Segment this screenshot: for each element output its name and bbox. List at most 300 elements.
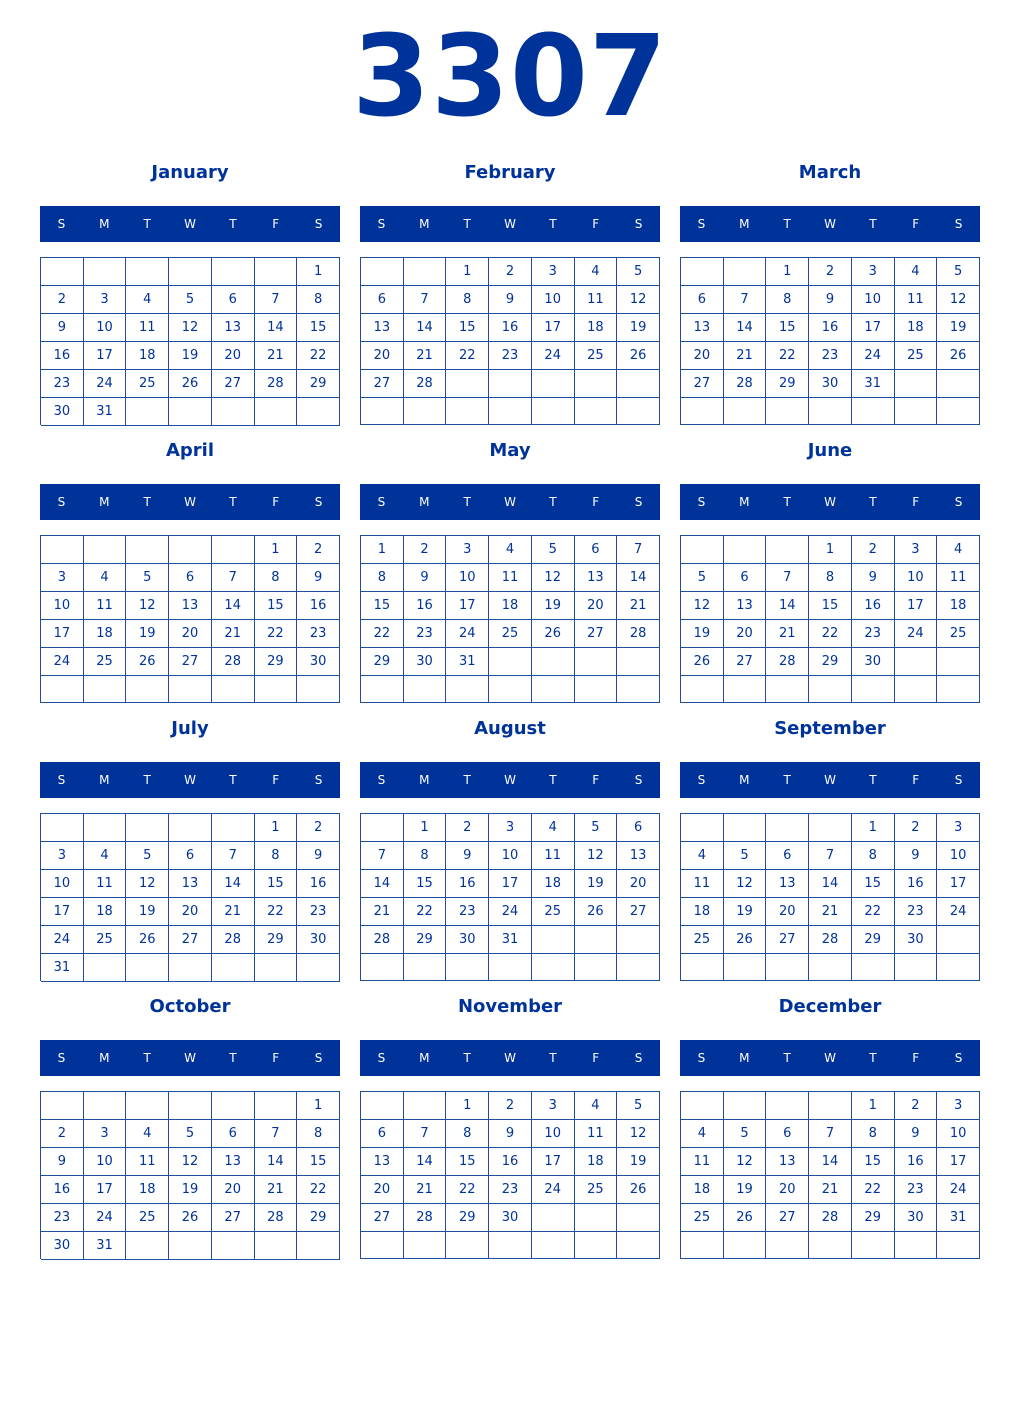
day-cell: 23	[895, 898, 938, 926]
empty-day-cell	[681, 954, 724, 981]
empty-day-cell	[255, 1092, 298, 1120]
day-cell: 25	[895, 342, 938, 370]
day-cell: 4	[575, 258, 618, 286]
day-cell: 14	[404, 314, 447, 342]
day-cell: 15	[446, 314, 489, 342]
weekday-header	[680, 206, 980, 242]
weekday-label: F	[272, 773, 280, 787]
day-cell: 27	[212, 1204, 255, 1232]
empty-day-cell	[766, 1232, 809, 1259]
empty-day-cell	[532, 1204, 575, 1232]
empty-day-cell	[212, 398, 255, 426]
day-cell: 9	[404, 564, 447, 592]
weekday-label: S	[377, 217, 386, 231]
weekday-label: T	[143, 773, 151, 787]
day-cell: 23	[895, 1176, 938, 1204]
day-cell: 17	[41, 898, 84, 926]
day-cell: 21	[255, 342, 298, 370]
empty-day-cell	[212, 536, 255, 564]
weekday-label: S	[57, 773, 66, 787]
empty-day-cell	[852, 676, 895, 703]
day-cell: 14	[212, 592, 255, 620]
day-cell: 24	[489, 898, 532, 926]
day-cell: 19	[724, 898, 767, 926]
weekday-label: T	[229, 773, 237, 787]
month-name: July	[171, 718, 209, 739]
empty-day-cell	[575, 676, 618, 703]
day-cell: 27	[169, 926, 212, 954]
day-cell: 2	[489, 1092, 532, 1120]
empty-day-cell	[895, 676, 938, 703]
day-cell: 26	[126, 926, 169, 954]
day-cell: 28	[361, 926, 404, 954]
weekday-label: W	[184, 773, 196, 787]
day-cell: 26	[937, 342, 980, 370]
day-cell: 19	[617, 1148, 660, 1176]
empty-day-cell	[489, 676, 532, 703]
day-cell: 6	[617, 814, 660, 842]
day-cell: 24	[41, 926, 84, 954]
day-cell: 11	[84, 592, 127, 620]
empty-day-cell	[532, 676, 575, 703]
empty-day-cell	[169, 398, 212, 426]
day-cell: 20	[212, 342, 255, 370]
day-cell: 2	[404, 536, 447, 564]
weekday-label: F	[592, 1051, 600, 1065]
day-cell: 20	[617, 870, 660, 898]
day-cell: 16	[895, 870, 938, 898]
day-cell: 18	[84, 620, 127, 648]
day-cell: 3	[532, 258, 575, 286]
day-cell: 15	[297, 314, 340, 342]
day-cell: 29	[297, 1204, 340, 1232]
day-cell: 20	[681, 342, 724, 370]
day-cell: 12	[681, 592, 724, 620]
empty-day-cell	[724, 258, 767, 286]
day-cell: 9	[895, 1120, 938, 1148]
empty-day-cell	[212, 954, 255, 982]
day-cell: 2	[41, 1120, 84, 1148]
weekday-label: S	[314, 1051, 323, 1065]
day-cell: 6	[766, 1120, 809, 1148]
empty-day-cell	[255, 258, 298, 286]
month-name: March	[798, 162, 862, 183]
day-grid	[360, 257, 660, 425]
weekday-label: T	[869, 495, 877, 509]
weekday-label: S	[377, 495, 386, 509]
empty-day-cell	[575, 926, 618, 954]
weekday-label: M	[739, 773, 750, 787]
empty-day-cell	[41, 676, 84, 703]
day-cell: 5	[169, 1120, 212, 1148]
weekday-label: T	[143, 1051, 151, 1065]
weekday-label: T	[783, 773, 791, 787]
day-grid	[360, 1091, 660, 1259]
day-cell: 4	[126, 286, 169, 314]
empty-day-cell	[84, 676, 127, 703]
day-cell: 20	[766, 1176, 809, 1204]
empty-day-cell	[169, 258, 212, 286]
day-cell: 25	[575, 342, 618, 370]
day-cell: 27	[361, 1204, 404, 1232]
day-cell: 16	[489, 314, 532, 342]
day-cell: 14	[361, 870, 404, 898]
day-cell: 4	[895, 258, 938, 286]
day-cell: 19	[575, 870, 618, 898]
empty-day-cell	[169, 954, 212, 982]
weekday-label: T	[549, 773, 557, 787]
weekday-label: S	[314, 495, 323, 509]
empty-day-cell	[532, 370, 575, 398]
weekday-header	[680, 762, 980, 798]
day-cell: 8	[852, 1120, 895, 1148]
day-grid	[680, 535, 980, 703]
empty-day-cell	[937, 398, 980, 425]
empty-day-cell	[575, 1204, 618, 1232]
day-cell: 11	[126, 1148, 169, 1176]
day-cell: 12	[532, 564, 575, 592]
empty-day-cell	[255, 398, 298, 426]
day-cell: 4	[575, 1092, 618, 1120]
weekday-label: F	[912, 217, 920, 231]
day-cell: 24	[937, 1176, 980, 1204]
empty-day-cell	[361, 676, 404, 703]
empty-day-cell	[212, 676, 255, 703]
weekday-label: T	[783, 1051, 791, 1065]
day-cell: 1	[852, 814, 895, 842]
day-cell: 1	[361, 536, 404, 564]
day-cell: 10	[41, 870, 84, 898]
day-cell: 23	[446, 898, 489, 926]
weekday-label: M	[419, 1051, 430, 1065]
day-cell: 24	[41, 648, 84, 676]
day-cell: 17	[41, 620, 84, 648]
day-cell: 29	[766, 370, 809, 398]
day-cell: 6	[212, 1120, 255, 1148]
weekday-label: T	[229, 495, 237, 509]
weekday-label: W	[824, 495, 836, 509]
day-cell: 31	[937, 1204, 980, 1232]
day-cell: 8	[297, 286, 340, 314]
day-cell: 9	[41, 1148, 84, 1176]
day-cell: 26	[575, 898, 618, 926]
day-cell: 23	[41, 370, 84, 398]
day-cell: 6	[575, 536, 618, 564]
weekday-label: S	[697, 773, 706, 787]
day-cell: 5	[575, 814, 618, 842]
month-name: November	[457, 996, 563, 1017]
empty-day-cell	[126, 1092, 169, 1120]
empty-day-cell	[895, 398, 938, 425]
day-cell: 2	[41, 286, 84, 314]
day-cell: 12	[724, 870, 767, 898]
day-cell: 15	[446, 1148, 489, 1176]
weekday-label: T	[463, 217, 471, 231]
weekday-label: S	[634, 773, 643, 787]
empty-day-cell	[41, 814, 84, 842]
day-cell: 10	[532, 1120, 575, 1148]
day-cell: 8	[404, 842, 447, 870]
day-cell: 10	[41, 592, 84, 620]
empty-day-cell	[809, 1092, 852, 1120]
month-name: May	[489, 440, 531, 461]
weekday-label: S	[954, 217, 963, 231]
day-cell: 2	[895, 1092, 938, 1120]
day-cell: 5	[681, 564, 724, 592]
empty-day-cell	[766, 536, 809, 564]
day-cell: 23	[489, 342, 532, 370]
day-cell: 7	[809, 1120, 852, 1148]
day-cell: 23	[297, 620, 340, 648]
day-cell: 24	[852, 342, 895, 370]
weekday-label: M	[739, 495, 750, 509]
day-cell: 12	[724, 1148, 767, 1176]
day-cell: 7	[404, 286, 447, 314]
empty-day-cell	[937, 648, 980, 676]
day-cell: 25	[532, 898, 575, 926]
weekday-label: T	[783, 495, 791, 509]
day-cell: 19	[681, 620, 724, 648]
empty-day-cell	[681, 814, 724, 842]
day-cell: 30	[297, 648, 340, 676]
empty-day-cell	[446, 676, 489, 703]
day-cell: 5	[724, 1120, 767, 1148]
day-cell: 17	[895, 592, 938, 620]
empty-day-cell	[126, 398, 169, 426]
day-cell: 2	[446, 814, 489, 842]
day-cell: 17	[937, 1148, 980, 1176]
day-cell: 9	[297, 842, 340, 870]
day-cell: 12	[169, 1148, 212, 1176]
day-cell: 17	[937, 870, 980, 898]
day-cell: 11	[895, 286, 938, 314]
empty-day-cell	[575, 954, 618, 981]
day-cell: 6	[169, 564, 212, 592]
empty-day-cell	[724, 398, 767, 425]
weekday-label: F	[912, 773, 920, 787]
day-cell: 7	[724, 286, 767, 314]
day-cell: 21	[361, 898, 404, 926]
day-cell: 29	[297, 370, 340, 398]
day-cell: 2	[895, 814, 938, 842]
empty-day-cell	[532, 398, 575, 425]
day-cell: 4	[681, 1120, 724, 1148]
day-cell: 19	[126, 898, 169, 926]
weekday-label: S	[57, 217, 66, 231]
day-cell: 29	[404, 926, 447, 954]
day-cell: 30	[404, 648, 447, 676]
weekday-label: M	[99, 773, 110, 787]
weekday-label: W	[184, 1051, 196, 1065]
day-cell: 25	[84, 926, 127, 954]
day-cell: 15	[766, 314, 809, 342]
empty-day-cell	[446, 398, 489, 425]
day-cell: 18	[575, 1148, 618, 1176]
day-cell: 19	[937, 314, 980, 342]
weekday-label: F	[272, 217, 280, 231]
day-cell: 24	[84, 1204, 127, 1232]
month-name: December	[778, 996, 882, 1017]
day-cell: 5	[724, 842, 767, 870]
day-cell: 19	[126, 620, 169, 648]
day-cell: 28	[404, 370, 447, 398]
day-cell: 28	[809, 926, 852, 954]
day-cell: 30	[41, 1232, 84, 1260]
empty-day-cell	[766, 398, 809, 425]
day-cell: 14	[617, 564, 660, 592]
weekday-label: S	[634, 217, 643, 231]
day-cell: 1	[404, 814, 447, 842]
weekday-label: M	[99, 1051, 110, 1065]
day-cell: 22	[852, 898, 895, 926]
day-cell: 20	[575, 592, 618, 620]
day-cell: 11	[126, 314, 169, 342]
day-cell: 14	[809, 1148, 852, 1176]
day-cell: 27	[724, 648, 767, 676]
month-name: June	[807, 440, 853, 461]
empty-day-cell	[361, 814, 404, 842]
day-cell: 24	[84, 370, 127, 398]
day-grid	[40, 257, 340, 425]
day-cell: 12	[169, 314, 212, 342]
day-cell: 5	[532, 536, 575, 564]
weekday-label: F	[272, 1051, 280, 1065]
weekday-label: S	[57, 495, 66, 509]
day-cell: 17	[84, 342, 127, 370]
weekday-label: T	[229, 217, 237, 231]
empty-day-cell	[895, 648, 938, 676]
day-cell: 22	[446, 342, 489, 370]
day-cell: 2	[297, 536, 340, 564]
day-cell: 27	[681, 370, 724, 398]
day-cell: 18	[532, 870, 575, 898]
month-name: January	[151, 162, 229, 183]
day-cell: 26	[681, 648, 724, 676]
empty-day-cell	[532, 926, 575, 954]
day-cell: 7	[617, 536, 660, 564]
day-cell: 11	[681, 1148, 724, 1176]
day-cell: 17	[84, 1176, 127, 1204]
day-cell: 4	[84, 564, 127, 592]
day-cell: 18	[937, 592, 980, 620]
empty-day-cell	[297, 398, 340, 426]
day-cell: 4	[937, 536, 980, 564]
day-cell: 3	[489, 814, 532, 842]
day-cell: 30	[489, 1204, 532, 1232]
day-cell: 22	[809, 620, 852, 648]
weekday-label: M	[99, 495, 110, 509]
day-cell: 28	[212, 926, 255, 954]
day-cell: 27	[617, 898, 660, 926]
day-cell: 18	[681, 1176, 724, 1204]
empty-day-cell	[617, 1232, 660, 1259]
empty-day-cell	[724, 814, 767, 842]
day-cell: 29	[852, 926, 895, 954]
day-grid	[40, 535, 340, 703]
empty-day-cell	[766, 954, 809, 981]
day-cell: 22	[255, 620, 298, 648]
day-cell: 25	[84, 648, 127, 676]
empty-day-cell	[126, 258, 169, 286]
day-cell: 20	[766, 898, 809, 926]
month-march	[680, 156, 980, 426]
empty-day-cell	[446, 370, 489, 398]
day-cell: 28	[255, 1204, 298, 1232]
day-cell: 23	[297, 898, 340, 926]
empty-day-cell	[809, 676, 852, 703]
day-cell: 15	[404, 870, 447, 898]
month-june	[680, 434, 980, 704]
empty-day-cell	[297, 954, 340, 982]
day-cell: 30	[895, 1204, 938, 1232]
empty-day-cell	[617, 954, 660, 981]
day-cell: 18	[895, 314, 938, 342]
day-cell: 31	[41, 954, 84, 982]
day-cell: 19	[169, 1176, 212, 1204]
day-cell: 11	[84, 870, 127, 898]
day-cell: 3	[895, 536, 938, 564]
weekday-label: S	[697, 217, 706, 231]
day-cell: 6	[361, 1120, 404, 1148]
month-december	[680, 990, 980, 1260]
empty-day-cell	[724, 536, 767, 564]
day-cell: 30	[297, 926, 340, 954]
day-cell: 3	[41, 564, 84, 592]
weekday-label: S	[314, 217, 323, 231]
empty-day-cell	[575, 370, 618, 398]
day-cell: 14	[255, 314, 298, 342]
weekday-header	[360, 1040, 660, 1076]
day-cell: 24	[446, 620, 489, 648]
day-cell: 18	[489, 592, 532, 620]
day-cell: 25	[681, 926, 724, 954]
weekday-label: M	[419, 495, 430, 509]
empty-day-cell	[681, 398, 724, 425]
weekday-header	[40, 484, 340, 520]
day-cell: 3	[937, 1092, 980, 1120]
empty-day-cell	[489, 398, 532, 425]
month-name: February	[464, 162, 556, 183]
empty-day-cell	[212, 1232, 255, 1260]
weekday-header	[40, 206, 340, 242]
day-cell: 9	[489, 286, 532, 314]
empty-day-cell	[361, 398, 404, 425]
weekday-label: T	[229, 1051, 237, 1065]
day-cell: 31	[84, 398, 127, 426]
day-cell: 3	[532, 1092, 575, 1120]
day-cell: 14	[809, 870, 852, 898]
empty-day-cell	[766, 814, 809, 842]
day-cell: 8	[446, 1120, 489, 1148]
day-cell: 11	[575, 286, 618, 314]
weekday-label: F	[592, 217, 600, 231]
day-cell: 26	[617, 1176, 660, 1204]
day-cell: 22	[297, 342, 340, 370]
day-cell: 9	[852, 564, 895, 592]
empty-day-cell	[809, 1232, 852, 1259]
empty-day-cell	[489, 648, 532, 676]
day-cell: 5	[126, 842, 169, 870]
weekday-label: S	[634, 495, 643, 509]
day-cell: 9	[41, 314, 84, 342]
day-cell: 15	[852, 1148, 895, 1176]
weekday-header	[40, 762, 340, 798]
empty-day-cell	[446, 1232, 489, 1259]
day-cell: 25	[126, 1204, 169, 1232]
day-cell: 14	[766, 592, 809, 620]
empty-day-cell	[126, 536, 169, 564]
empty-day-cell	[361, 1092, 404, 1120]
